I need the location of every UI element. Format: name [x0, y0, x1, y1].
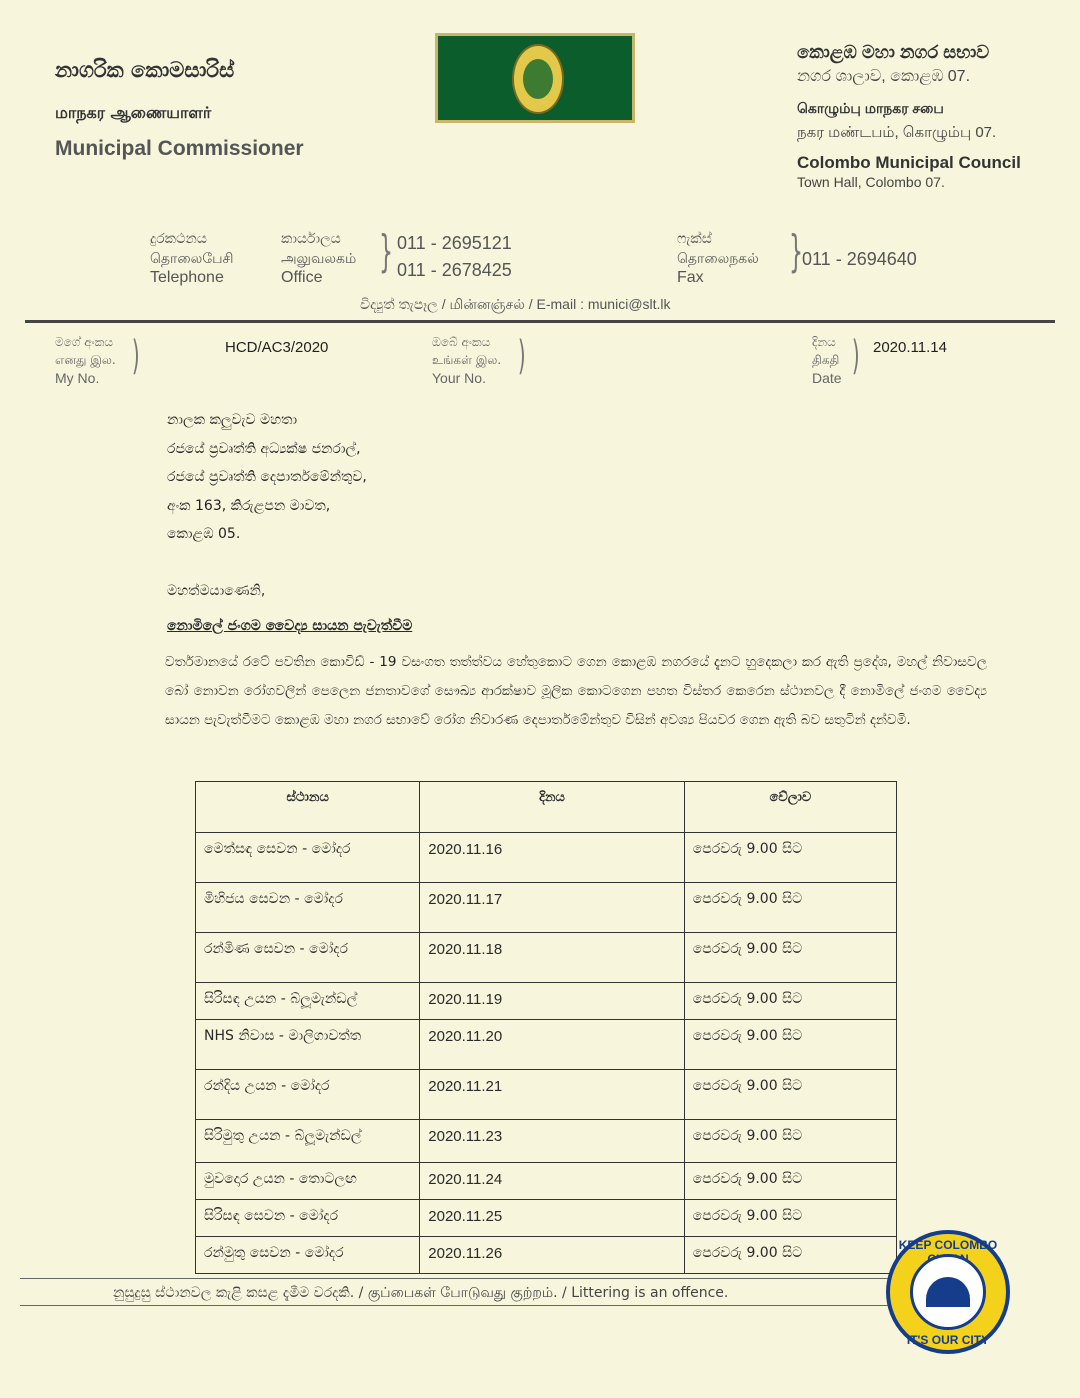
- table-row: [196, 983, 897, 1020]
- row-place: රන්මුතු සෙවන - මෝදර: [196, 1237, 420, 1274]
- municipal-flag-logo: [435, 33, 635, 123]
- my-number-label-sinhala: මගේ අංකය: [55, 335, 114, 349]
- council-name-tamil: கொழும்பு மாநகர சபை: [797, 100, 944, 116]
- letter-body: වර්තමානයේ රටේ පවතින කොවිඩ් - 19 වසංගත තත්ත්වය හේතුකොට ගෙන කොළඹ නගරයේ දැනට හුදෙකලා කර ඇති ප්‍රදේශ, මහල් නිවාසවල බෝ නොවන රෝගවලින් පෙලෙන ජනතාවගේ සෞඛ්‍ය ආරක්ෂාව මූලික කොටගෙන පහත විස්තර කෙරෙන ස්ථානවල දී නොමිලේ ජංගම වෛද්‍ය සායන පැවැත්වීමට කොළඹ මහා නගර සභාවේ රෝග නිවාරණ දෙපාර්තමේන්තුව විසින් අවශ්‍ය පියවර ගෙන ඇති බව සතුටින් දන්වමි.: [165, 654, 987, 728]
- fax-number: 011 - 2694640: [802, 249, 917, 269]
- your-number-label-english: Your No.: [432, 370, 486, 386]
- row-time: පෙරවරු 9.00 සිට: [684, 1163, 896, 1200]
- telephone-label-block: [150, 228, 234, 288]
- recipient-line-4: අංක 163, කිරුළපන මාවත,: [167, 497, 331, 514]
- contact-brace: }: [379, 226, 393, 277]
- keep-colombo-clean-badge: [886, 1230, 1010, 1354]
- fax-label-sinhala: ෆැක්ස්: [677, 230, 712, 246]
- date-label-english: Date: [812, 370, 842, 386]
- row-date: 2020.11.18: [420, 933, 685, 983]
- table-row: [196, 933, 897, 983]
- table-row: [196, 1200, 897, 1237]
- recipient-line-3: රජයේ ප්‍රවෘත්ති දෙපාර්තමේන්තුව,: [167, 469, 367, 485]
- badge-top-text: KEEP COLOMBO: [898, 1238, 998, 1252]
- row-place: රන්මිණ සෙවන - මෝදර: [196, 933, 420, 983]
- telephone-label-tamil: தொலைபேசி: [150, 250, 234, 266]
- row-place: මිහිජය සෙවන - මෝදර: [196, 883, 420, 933]
- row-date: 2020.11.23: [420, 1120, 685, 1163]
- row-place: සිරිසඳ සෙවන - මෝදර: [196, 1200, 420, 1237]
- table-row: [196, 833, 897, 883]
- recipient-line-5: කොළඹ 05.: [167, 526, 241, 542]
- header-divider: [25, 320, 1055, 323]
- date-value: 2020.11.14: [873, 339, 947, 356]
- commissioner-title-sinhala: නාගරික කොමසාරිස්: [55, 58, 235, 82]
- badge-bottom-text: IT'S OUR CITY: [906, 1333, 990, 1347]
- row-date: 2020.11.19: [420, 983, 685, 1020]
- row-time: පෙරවරු 9.00 සිට: [684, 1200, 896, 1237]
- row-place: සිරිසඳ උයන - බ්ලූමැන්ඩල්: [196, 983, 420, 1020]
- row-time: පෙරවරු 9.00 සිට: [684, 1070, 896, 1120]
- fax-label-tamil: தொலைநகல்: [677, 250, 759, 266]
- table-row: [196, 1237, 897, 1274]
- council-name-english: Colombo Municipal Council: [797, 153, 1021, 172]
- row-place: NHS නිවාස - මාලිගාවත්ත: [196, 1020, 420, 1070]
- recipient-line-1: නාලක කලුවැව මහතා: [167, 412, 298, 428]
- clinic-schedule-table: [195, 781, 897, 1274]
- footer-notice: නුසුදුසු ස්ථානවල කැළි කසළ දැමීම වරදකි. / குப்பைகள் போடுவது குற்றம். / Littering is an offence.: [113, 1285, 729, 1301]
- row-time: පෙරවරු 9.00 සිට: [684, 1237, 896, 1274]
- row-time: පෙරවරු 9.00 සිට: [684, 1020, 896, 1070]
- office-phone-2: 011 - 2678425: [397, 260, 512, 280]
- row-date: 2020.11.21: [420, 1070, 685, 1120]
- office-label-sinhala: කාර්යාලය: [281, 230, 341, 246]
- my-number-value: HCD/AC3/2020: [225, 339, 329, 356]
- date-label: [812, 333, 842, 387]
- fax-label-block: [677, 228, 759, 288]
- table-header-row: [196, 782, 897, 833]
- my-number-label: [55, 333, 116, 387]
- telephone-label-english: Telephone: [150, 269, 224, 286]
- recipient-line-2: රජයේ ප්‍රවෘත්ති අධ්‍යක්ෂ ජනරාල්,: [167, 440, 361, 457]
- commissioner-title-tamil: மாநகர ஆணையாளர்: [55, 103, 212, 122]
- fax-brace: }: [789, 226, 803, 277]
- municipal-seal-icon: [512, 44, 564, 114]
- header-time: වේලාව: [684, 782, 896, 833]
- your-number-label-tamil: உங்கள் இல.: [432, 353, 502, 367]
- my-number-label-english: My No.: [55, 370, 100, 386]
- table-row: [196, 1120, 897, 1163]
- council-name-sinhala: කොළඹ මහා නගර සභාව: [797, 42, 990, 62]
- date-label-tamil: திகதி: [812, 353, 840, 367]
- your-number-brace: ): [517, 333, 526, 379]
- row-time: පෙරවරු 9.00 සිට: [684, 883, 896, 933]
- email-line: විද්‍යුත් තැපෑල / மின்னஞ்சல் / E-mail : munici@slt.lk: [360, 296, 671, 312]
- your-number-label: [432, 333, 501, 387]
- recipient-address: [167, 406, 367, 549]
- table-row: [196, 1070, 897, 1120]
- row-place: මුවදොර උයන - තොටලඟ: [196, 1163, 420, 1200]
- row-time: පෙරවරු 9.00 සිට: [684, 833, 896, 883]
- row-time: පෙරවරු 9.00 සිට: [684, 1120, 896, 1163]
- council-address-tamil: நகர மண்டபம், கொழும்பு 07.: [797, 124, 997, 141]
- footer-divider-bottom: [20, 1305, 890, 1306]
- table-row: [196, 1163, 897, 1200]
- row-date: 2020.11.24: [420, 1163, 685, 1200]
- council-address-sinhala: නගර ශාලාව, කොළඹ 07.: [797, 68, 971, 85]
- office-label-tamil: அலுவலகம்: [281, 250, 357, 266]
- town-hall-icon: [910, 1254, 986, 1330]
- office-label-block: [281, 228, 356, 288]
- office-phone-1: 011 - 2695121: [397, 233, 512, 253]
- footer-divider-top: [20, 1278, 890, 1279]
- row-date: 2020.11.16: [420, 833, 685, 883]
- row-time: පෙරවරු 9.00 සිට: [684, 983, 896, 1020]
- row-date: 2020.11.17: [420, 883, 685, 933]
- your-number-label-sinhala: ඔබේ අංකය: [432, 335, 491, 349]
- date-brace: ): [851, 333, 860, 379]
- header-place: ස්ථානය: [196, 782, 420, 833]
- my-number-brace: ): [131, 333, 140, 379]
- letter-subject: නොමිලේ ජංගම වෛද්‍ය සායන පැවැත්වීම: [167, 618, 413, 634]
- row-place: සිරිමුතු උයන - බ්ලූමැන්ඩල්: [196, 1120, 420, 1163]
- table-row: [196, 1020, 897, 1070]
- council-address-english: Town Hall, Colombo 07.: [797, 174, 945, 190]
- row-date: 2020.11.20: [420, 1020, 685, 1070]
- my-number-label-tamil: எனது இல.: [55, 353, 116, 367]
- office-label-english: Office: [281, 269, 323, 286]
- commissioner-title-english: Municipal Commissioner: [55, 137, 304, 160]
- row-time: පෙරවරු 9.00 සිට: [684, 933, 896, 983]
- header-date: දිනය: [420, 782, 685, 833]
- row-date: 2020.11.26: [420, 1237, 685, 1274]
- date-label-sinhala: දිනය: [812, 335, 836, 349]
- row-date: 2020.11.25: [420, 1200, 685, 1237]
- salutation: මහත්මයාණෙනි,: [167, 583, 266, 599]
- row-place: රන්දිය උයන - මෝදර: [196, 1070, 420, 1120]
- telephone-label-sinhala: දුරකථනය: [150, 230, 207, 246]
- row-place: මෙත්සඳ සෙවන - මෝදර: [196, 833, 420, 883]
- table-row: [196, 883, 897, 933]
- fax-label-english: Fax: [677, 269, 704, 286]
